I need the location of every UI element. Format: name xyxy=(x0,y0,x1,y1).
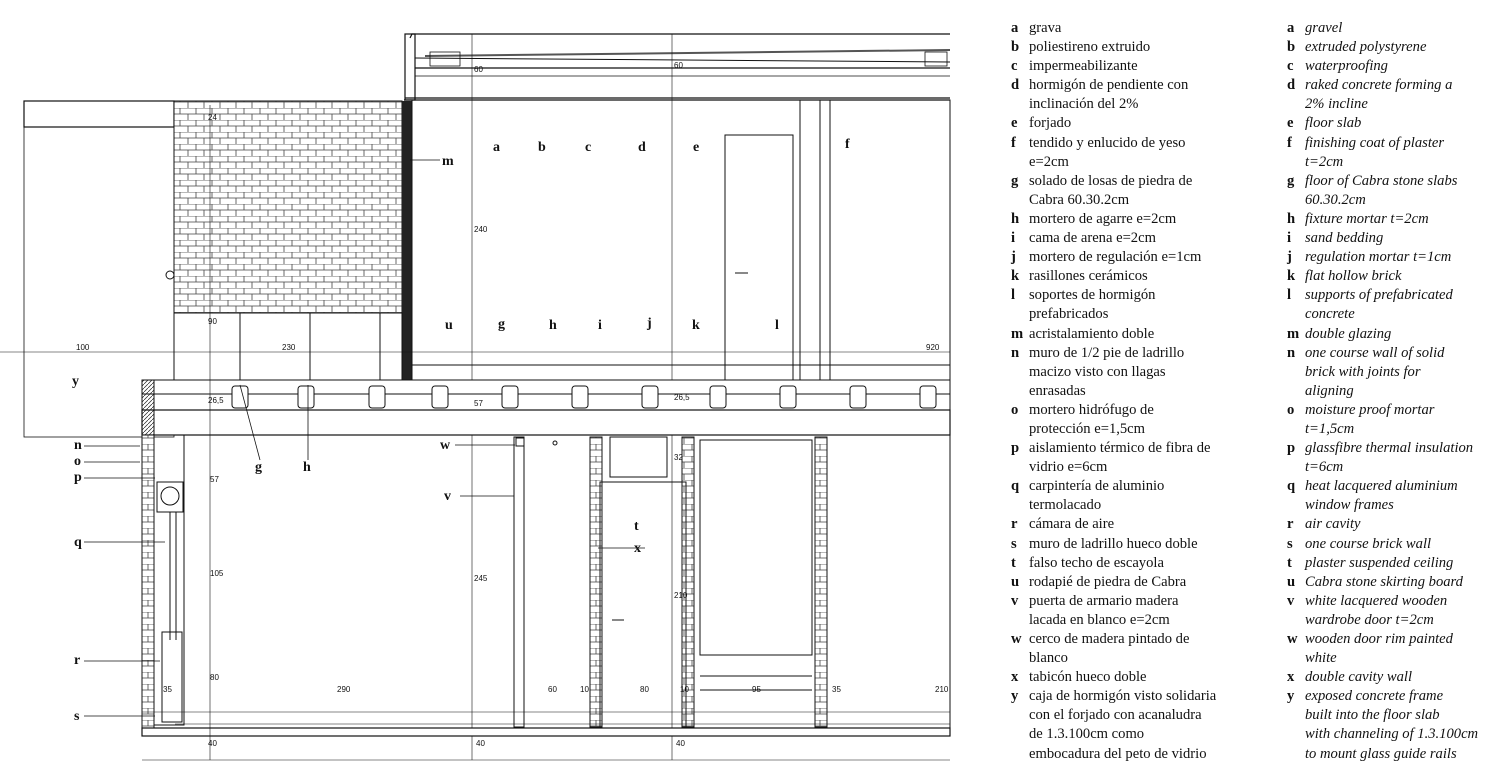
legend-text: mortero hidrófugo de protección e=1,5cm xyxy=(1029,401,1154,437)
legend-entry xyxy=(1011,439,1261,477)
legend-key: o xyxy=(1287,401,1295,418)
callout-v: v xyxy=(444,489,451,504)
legend-text: plaster suspended ceiling xyxy=(1305,554,1454,571)
legend-entry xyxy=(1011,535,1261,554)
legend-key: t xyxy=(1287,554,1292,571)
legend-entry xyxy=(1011,477,1261,515)
legend-entry xyxy=(1287,267,1502,286)
callout-f: f xyxy=(845,137,850,152)
legend-entry xyxy=(1287,210,1502,229)
dim-label: 90 xyxy=(208,317,217,326)
dim-label: 230 xyxy=(282,343,296,352)
dim-label: 290 xyxy=(337,685,351,694)
dim-label: 80 xyxy=(640,685,649,694)
legend-text: mortero de regulación e=1cm xyxy=(1029,249,1202,266)
legend-text: finishing coat of plaster t=2cm xyxy=(1305,134,1445,170)
concrete-support xyxy=(642,386,658,408)
callout-x: x xyxy=(634,541,641,556)
dim-label: 10 xyxy=(680,685,689,694)
legend-entry xyxy=(1287,477,1502,515)
legend-key: l xyxy=(1011,287,1016,304)
legend-entry xyxy=(1011,668,1261,687)
legend-text: cerco de madera pintado de blanco xyxy=(1029,631,1190,667)
legend-text: white lacquered wooden wardrobe door t=2cm xyxy=(1305,592,1448,628)
dim-label: 105 xyxy=(210,569,224,578)
legend-text: one course wall of solid brick with joints for aligning xyxy=(1305,344,1445,399)
legend-text: solado de losas de piedra de Cabra 60.30.2cm xyxy=(1029,172,1193,208)
legend-key: h xyxy=(1287,210,1296,227)
legend-key: y xyxy=(1011,688,1019,705)
legend-entry xyxy=(1011,687,1261,763)
legend-entry xyxy=(1011,267,1261,286)
dim-label: 26,5 xyxy=(208,396,224,405)
legend-text: muro de ladrillo hueco doble xyxy=(1029,535,1198,552)
dim-label: 26,5 xyxy=(674,393,690,402)
legend-key: v xyxy=(1287,592,1295,609)
legend-text: wooden door rim painted white xyxy=(1305,631,1453,667)
legend-entry xyxy=(1011,286,1261,324)
legend-entry xyxy=(1011,172,1261,210)
legend-text: air cavity xyxy=(1305,516,1361,533)
legend-text: exposed concrete frame built into the floor slab with channeling of 1.3.100cm to mount glass guide rails xyxy=(1305,688,1479,762)
legend-text: aislamiento térmico de fibra de vidrio e=6cm xyxy=(1029,440,1211,476)
dim-label: 32 xyxy=(674,453,683,462)
legend-key: c xyxy=(1011,58,1018,75)
legend-key: k xyxy=(1287,268,1296,285)
callout-j: j xyxy=(647,316,652,331)
dim-label: 210 xyxy=(935,685,949,694)
legend-key: m xyxy=(1287,325,1300,342)
legend-key: u xyxy=(1011,573,1020,590)
legend-entry xyxy=(1287,573,1502,592)
legend-entry xyxy=(1287,19,1502,38)
legend-key: f xyxy=(1011,134,1016,151)
dim-label: 57 xyxy=(210,475,219,484)
legend-entry xyxy=(1287,344,1502,401)
dim-label: 100 xyxy=(76,343,90,352)
legend-key: o xyxy=(1011,401,1019,418)
concrete-support xyxy=(432,386,448,408)
callout-b: b xyxy=(538,140,546,155)
legend-text: rasillones cerámicos xyxy=(1029,268,1148,285)
callout-m: m xyxy=(442,154,454,169)
dim-label: 920 xyxy=(926,343,940,352)
legend-entry xyxy=(1011,210,1261,229)
legend-text: cama de arena e=2cm xyxy=(1029,230,1156,247)
legend-entry xyxy=(1011,630,1261,668)
legend-text: Cabra stone skirting board xyxy=(1305,573,1463,590)
legend-key: j xyxy=(1011,249,1016,266)
legend-key: d xyxy=(1287,77,1296,94)
legend-entry xyxy=(1011,19,1261,38)
legend-text: impermeabilizante xyxy=(1029,58,1138,75)
legend-entry xyxy=(1011,515,1261,534)
dim-label: 95 xyxy=(752,685,761,694)
legend-entry xyxy=(1287,687,1502,763)
dim-label: 10 xyxy=(580,685,589,694)
callout-s: s xyxy=(74,709,80,724)
legend-entry xyxy=(1287,439,1502,477)
legend-entry xyxy=(1287,592,1502,630)
floor-slab xyxy=(142,380,950,435)
dim-label: 40 xyxy=(476,739,485,748)
dim-label: 60 xyxy=(548,685,557,694)
legend-key: j xyxy=(1287,249,1292,266)
dim-label: 57 xyxy=(474,399,483,408)
legend-key: h xyxy=(1011,210,1020,227)
callout-r: r xyxy=(74,653,81,668)
legend-key: r xyxy=(1287,516,1294,533)
callout-a: a xyxy=(493,140,500,155)
legend-text: raked concrete forming a 2% incline xyxy=(1305,77,1453,113)
legend-entry xyxy=(1287,114,1502,133)
legend-text: hormigón de pendiente con inclinación del 2% xyxy=(1029,77,1189,113)
legend-key: d xyxy=(1011,77,1020,94)
legend-text: flat hollow brick xyxy=(1305,268,1402,285)
callout-n: n xyxy=(74,438,82,453)
legend-text: heat lacquered aluminium window frames xyxy=(1305,478,1458,514)
legend-key: b xyxy=(1287,39,1296,56)
legend-text: forjado xyxy=(1029,115,1072,132)
callout-g-lower: g xyxy=(255,460,262,475)
legend-entry xyxy=(1011,38,1261,57)
legend-entry xyxy=(1011,134,1261,172)
legend-entry xyxy=(1011,573,1261,592)
concrete-support xyxy=(850,386,866,408)
legend-key: w xyxy=(1011,631,1022,647)
legend-entry xyxy=(1287,535,1502,554)
callout-e: e xyxy=(693,140,700,155)
legend-key: v xyxy=(1011,592,1019,609)
legend-entry xyxy=(1011,401,1261,439)
concrete-support xyxy=(920,386,936,408)
legend-entry xyxy=(1011,325,1261,344)
legend-text: puerta de armario madera lacada en blanco e=2cm xyxy=(1029,592,1179,628)
concrete-support xyxy=(298,386,314,408)
legend-english xyxy=(1287,19,1502,764)
legend-text: cámara de aire xyxy=(1029,516,1115,533)
legend-text: regulation mortar t=1cm xyxy=(1305,249,1452,266)
callout-h-lower: h xyxy=(303,460,311,475)
callout-t: t xyxy=(634,519,639,534)
legend-key: q xyxy=(1011,478,1020,495)
legend-text: grava xyxy=(1029,20,1062,36)
legend-key: e xyxy=(1287,115,1294,132)
legend-key: s xyxy=(1011,535,1017,552)
legend-key: q xyxy=(1287,478,1296,495)
legend-entry xyxy=(1287,248,1502,267)
legend-text: gravel xyxy=(1305,20,1343,36)
legend-entry xyxy=(1011,114,1261,133)
callout-l: l xyxy=(775,318,779,333)
callout-u: u xyxy=(445,318,453,333)
legend-text: soportes de hormigón prefabricados xyxy=(1029,287,1156,323)
legend-key: s xyxy=(1287,535,1293,552)
callout-w: w xyxy=(440,438,451,453)
legend-entry xyxy=(1287,554,1502,573)
legend-key: b xyxy=(1011,39,1020,56)
legend-text: supports of prefabricated concrete xyxy=(1305,287,1453,323)
legend-text: floor slab xyxy=(1305,115,1362,132)
legend-text: carpintería de aluminio termolacado xyxy=(1029,478,1165,514)
legend-text: one course brick wall xyxy=(1305,535,1432,552)
legend-key: w xyxy=(1287,631,1298,647)
legend-entry xyxy=(1011,554,1261,573)
legend-text: caja de hormigón visto solidaria con el forjado con acanaludra de 1.3.100cm como embocadura del peto de vidrio xyxy=(1029,688,1217,762)
legend-text: muro de 1/2 pie de ladrillo macizo visto con llagas enrasadas xyxy=(1029,344,1185,399)
legend-key: p xyxy=(1011,440,1020,457)
legend-entry xyxy=(1287,630,1502,668)
legend-text: acristalamiento doble xyxy=(1029,325,1155,342)
dim-label: 35 xyxy=(832,685,841,694)
dim-label: 210 xyxy=(674,591,688,600)
legend-text: tendido y enlucido de yeso e=2cm xyxy=(1029,134,1186,170)
legend-entry xyxy=(1011,248,1261,267)
legend-key: e xyxy=(1011,115,1018,132)
callout-h: h xyxy=(549,318,557,333)
legend-entry xyxy=(1287,38,1502,57)
legend-text: double cavity wall xyxy=(1305,669,1412,686)
legend-text: extruded polystyrene xyxy=(1305,39,1427,56)
legend-entry xyxy=(1287,134,1502,172)
legend-spanish xyxy=(1011,19,1261,764)
concrete-support xyxy=(502,386,518,408)
dim-label: 60 xyxy=(474,65,483,74)
legend-entry xyxy=(1287,325,1502,344)
legend-key: m xyxy=(1011,325,1024,342)
legend-key: t xyxy=(1011,554,1016,571)
upper-brick-wall xyxy=(166,101,412,381)
legend-key: f xyxy=(1287,134,1292,151)
callout-q: q xyxy=(74,535,82,550)
legend-key: g xyxy=(1011,172,1019,189)
legend-entry xyxy=(1287,57,1502,76)
dim-label: 40 xyxy=(208,739,217,748)
callout-i: i xyxy=(598,318,602,333)
legend-entry xyxy=(1287,668,1502,687)
callout-c: c xyxy=(585,140,592,155)
legend-key: x xyxy=(1011,669,1019,686)
legend-entry xyxy=(1011,229,1261,248)
callout-o: o xyxy=(74,454,81,469)
legend-entry xyxy=(1287,172,1502,210)
dim-label: 60 xyxy=(674,61,683,70)
concrete-support xyxy=(710,386,726,408)
concrete-support xyxy=(780,386,796,408)
legend-key: k xyxy=(1011,268,1020,285)
legend-text: moisture proof mortar t=1,5cm xyxy=(1305,401,1435,437)
legend-key: x xyxy=(1287,669,1295,686)
dim-label: 80 xyxy=(210,673,219,682)
dim-label: 24 xyxy=(208,113,217,122)
legend-key: i xyxy=(1287,230,1292,247)
legend-text: floor of Cabra stone slabs 60.30.2cm xyxy=(1305,172,1458,208)
lower-floor xyxy=(142,435,950,736)
legend-entry xyxy=(1287,286,1502,324)
callout-k: k xyxy=(692,318,700,333)
legend-text: tabicón hueco doble xyxy=(1029,669,1147,686)
legend-entry xyxy=(1287,401,1502,439)
legend-text: falso techo de escayola xyxy=(1029,554,1164,571)
legend-key: n xyxy=(1011,344,1020,361)
legend-key: g xyxy=(1287,172,1295,189)
legend-entry xyxy=(1287,515,1502,534)
concrete-support xyxy=(369,386,385,408)
legend-entry xyxy=(1011,57,1261,76)
legend-key: i xyxy=(1011,230,1016,247)
dim-label: 240 xyxy=(474,225,488,234)
callout-y: y xyxy=(72,374,79,389)
concrete-support xyxy=(572,386,588,408)
legend-entry xyxy=(1011,592,1261,630)
legend-key: p xyxy=(1287,440,1296,457)
legend-text: poliestireno extruido xyxy=(1029,39,1151,56)
legend-text: fixture mortar t=2cm xyxy=(1305,210,1429,227)
legend-entry xyxy=(1287,76,1502,114)
legend-key: c xyxy=(1287,58,1294,75)
legend-entry xyxy=(1011,344,1261,401)
callout-g: g xyxy=(498,317,505,332)
dim-label: 245 xyxy=(474,574,488,583)
legend-text: sand bedding xyxy=(1305,230,1384,247)
legend-key: n xyxy=(1287,344,1296,361)
legend-text: rodapié de piedra de Cabra xyxy=(1029,573,1187,590)
legend-key: r xyxy=(1011,516,1018,533)
dim-label: 35 xyxy=(163,685,172,694)
callout-p: p xyxy=(74,470,82,485)
callout-d: d xyxy=(638,140,646,155)
dim-label: 40 xyxy=(676,739,685,748)
legend-entry xyxy=(1287,229,1502,248)
legend-key: a xyxy=(1287,20,1295,36)
legend-text: glassfibre thermal insulation t=6cm xyxy=(1305,440,1474,476)
legend-text: mortero de agarre e=2cm xyxy=(1029,210,1177,227)
legend-text: double glazing xyxy=(1305,325,1392,342)
legend-entry xyxy=(1011,76,1261,114)
legend-key: y xyxy=(1287,688,1295,705)
legend-text: waterproofing xyxy=(1305,58,1388,75)
legend-key: l xyxy=(1287,287,1292,304)
legend-key: a xyxy=(1011,20,1019,36)
legend-key: u xyxy=(1287,573,1296,590)
